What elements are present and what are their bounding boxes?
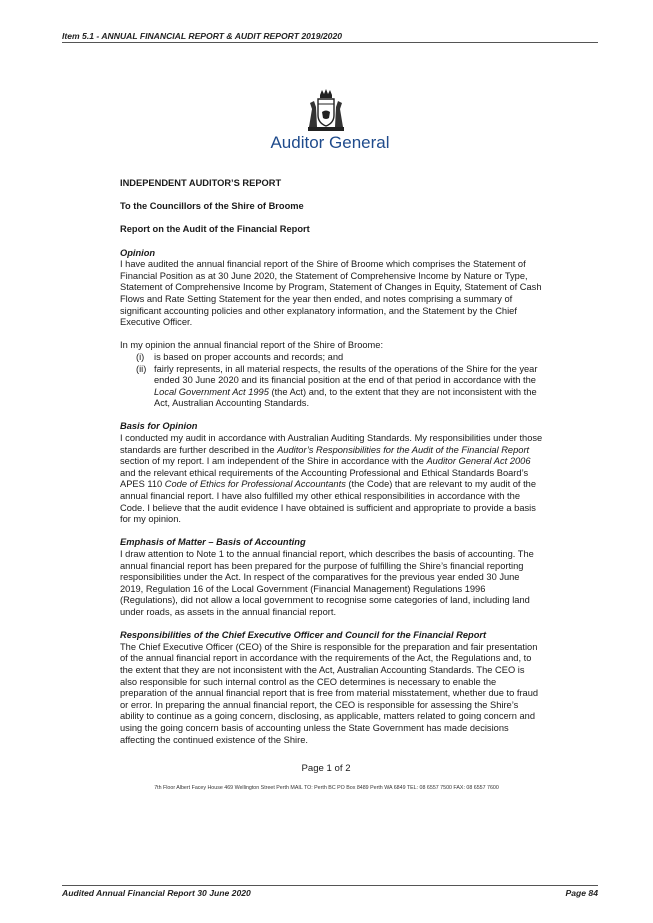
opinion-heading: Opinion (120, 247, 156, 258)
basis-paragraph: I conducted my audit in accordance with Australian Auditing Standards. My responsibilities under those standards are further described in the Auditor’s Responsibilities for the Audit of the Financial Report section of my report. I am independent of the Shire in accordance with the Auditor General Act 2006 and the relevant ethical requirements of the Accounting Professional and Ethical Standards Board’s APES 110 Code of Ethics for Professional Accountants (the Code) that are relevant to my audit of the annual financial report. I have also fulfilled my other ethical responsibilities in accordance with the Code. I believe that the audit evidence I have obtained is sufficient and appropriate to provide a basis for my opinion. (120, 433, 543, 525)
office-address: 7th Floor Albert Facey House 469 Wellington Street Perth MAIL TO: Perth BC PO Box 8489 Perth WA 6849 TEL: 08 6557 7500 FAX: 08 6557 7600 (154, 785, 499, 791)
opinion-statement: In my opinion the annual financial report of the Shire of Broome: (120, 340, 384, 351)
report-body (120, 178, 543, 746)
report-subtitle: Report on the Audit of the Financial Report (120, 224, 310, 235)
page-header-text: Item 5.1 - ANNUAL FINANCIAL REPORT & AUDIT REPORT 2019/2020 (62, 31, 342, 41)
opinion-list (120, 352, 543, 410)
page-header (62, 31, 598, 43)
list-item: (i) is based on proper accounts and records; and (136, 351, 344, 362)
report-title: INDEPENDENT AUDITOR’S REPORT (120, 178, 282, 188)
emphasis-heading: Emphasis of Matter – Basis of Accounting (120, 537, 306, 548)
basis-heading: Basis for Opinion (120, 421, 198, 432)
brand-name: Auditor General (270, 133, 390, 152)
emphasis-paragraph: I draw attention to Note 1 to the annual financial report, which describes the basis of accounting. The annual financial report has been prepared for the purpose of fulfilling the Shire’s financial reporting responsibilities under the Act. In respect of the comparatives for the previous year ended 30 June 2019, Regulation 16 of the Local Government (Financial Management) Regulations 1996 (Regulations), did not allow a local government to recognise some categories of land, including land under roads, as assets in the annual financial report. (120, 549, 534, 617)
opinion-paragraph: I have audited the annual financial report of the Shire of Broome which comprises the Statement of Financial Position as at 30 June 2020, the Statement of Comprehensive Income by Nature or Type, Statement of Comprehensive Income by Program, Statement of Changes in Equity, Statement of Cash Flows and Rate Setting Statement for the year then ended, and notes comprising a summary of significant accounting policies and other explanatory information, and the Statement by the Chief Executive Officer. (120, 259, 542, 328)
coat-of-arms-crest-icon (306, 87, 346, 133)
report-addressee: To the Councillors of the Shire of Broome (120, 201, 304, 212)
responsibilities-paragraph: The Chief Executive Officer (CEO) of the Shire is responsible for the preparation and fair presentation of the annual financial report in accordance with the requirements of the Act, the Regulations and, to the extent that they are not inconsistent with the Act, Australian Accounting Standards. The CEO is also responsible for such internal control as the CEO determines is necessary to enable the preparation of the annual financial report that is free from material misstatement, whether due to fraud or error. In preparing the annual financial report, the CEO is responsible for assessing the Shire’s ability to continue as a going concern, disclosing, as applicable, matters related to going concern and using the going concern basis of accounting unless the State Government has made decisions affecting the continued existence of the Shire. (120, 641, 539, 745)
list-item: (ii) fairly represents, in all material respects, the results of the operations of the Shire for the year ended 30 June 2020 and its financial position at the end of that period in accordance with the Local Government Act 1995 (the Act) and, to the extent that they are not inconsistent with the Act, Australian Accounting Standards. (136, 363, 538, 409)
footer-page: Page 84 (565, 888, 598, 898)
footer-title: Audited Annual Financial Report 30 June 2020 (62, 888, 251, 898)
page-footer (62, 885, 598, 898)
page-number: Page 1 of 2 (301, 763, 351, 774)
responsibilities-heading: Responsibilities of the Chief Executive Officer and Council for the Financial Report (120, 630, 487, 641)
